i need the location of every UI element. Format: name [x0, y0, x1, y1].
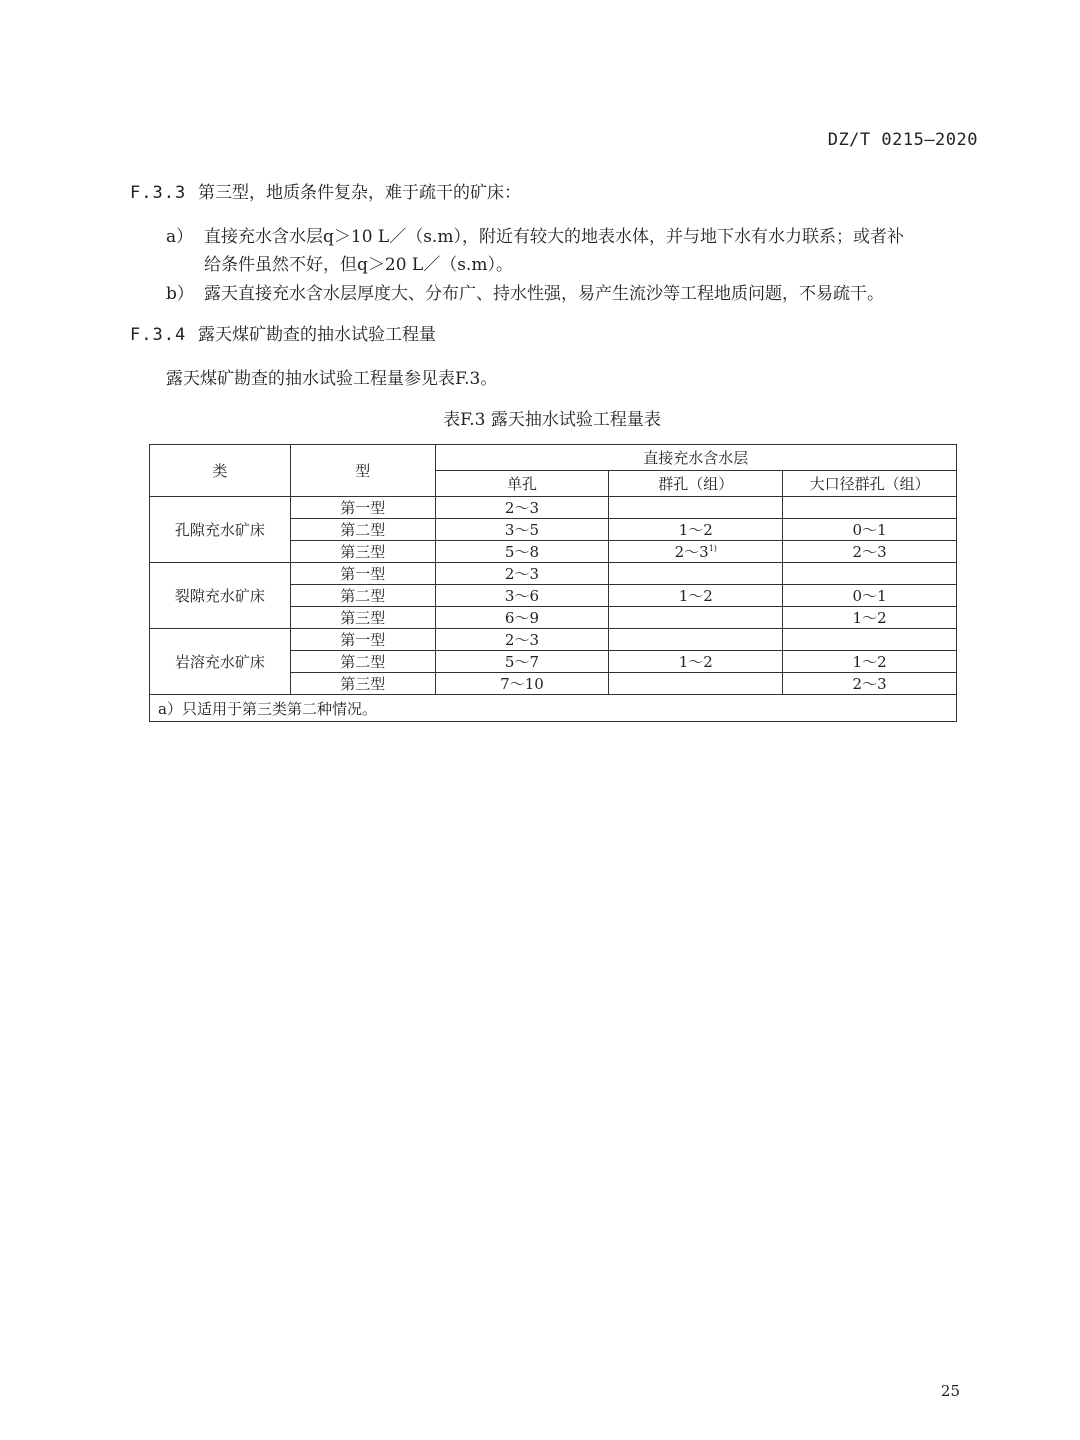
category-cell: 孔隙充水矿床: [150, 497, 291, 563]
single-cell: 3～6: [435, 585, 609, 607]
large-cell: 1～2: [783, 607, 957, 629]
type-cell: 第三型: [290, 541, 435, 563]
large-cell: 2～3: [783, 673, 957, 695]
category-cell: 裂隙充水矿床: [150, 563, 291, 629]
large-cell: 1～2: [783, 651, 957, 673]
list-marker: b）: [166, 284, 194, 304]
reference-paragraph: 露天煤矿勘查的抽水试验工程量参见表F.3。: [166, 369, 498, 389]
table-row: [150, 629, 957, 651]
group-cell: [609, 607, 783, 629]
section-f33-heading: [130, 178, 521, 203]
large-cell: [783, 629, 957, 651]
header-single-hole: 单孔: [435, 471, 609, 497]
header-group-holes: 群孔（组）: [609, 471, 783, 497]
single-cell: 6～9: [435, 607, 609, 629]
section-number: F.3.3: [130, 183, 187, 203]
group-cell: [609, 563, 783, 585]
section-title: 露天煤矿勘查的抽水试验工程量: [198, 325, 436, 345]
section-title: 第三型，地质条件复杂，难于疏干的矿床：: [198, 183, 521, 203]
list-marker: a）: [166, 227, 194, 247]
section-number: F.3.4: [130, 325, 187, 345]
type-cell: 第三型: [290, 607, 435, 629]
group-cell: 1～2: [609, 585, 783, 607]
header-aquifer-group: 直接充水含水层: [435, 445, 956, 471]
footnote-ref: 1): [708, 544, 717, 553]
type-cell: 第一型: [290, 497, 435, 519]
header-type: 型: [290, 445, 435, 497]
type-cell: 第二型: [290, 585, 435, 607]
large-cell: [783, 497, 957, 519]
group-cell: [609, 673, 783, 695]
list-item-a-continuation: 给条件虽然不好，但q＞20 L／（s.m）。: [204, 255, 513, 275]
type-cell: 第二型: [290, 519, 435, 541]
document-code: DZ/T 0215—2020: [827, 130, 978, 150]
list-item-text: 露天直接充水含水层厚度大、分布广、持水性强，易产生流沙等工程地质问题，不易疏干。: [204, 284, 884, 304]
table-row: [150, 497, 957, 519]
single-cell: 7～10: [435, 673, 609, 695]
list-item-a: [166, 222, 904, 247]
group-value: 2～3: [674, 543, 709, 561]
section-f34-heading: [130, 320, 436, 345]
table-footnote: a）只适用于第三类第二种情况。: [150, 695, 957, 722]
group-cell: [609, 629, 783, 651]
table-caption: 表F.3 露天抽水试验工程量表: [443, 410, 661, 430]
group-cell: 1～2: [609, 519, 783, 541]
group-cell: 1～2: [609, 651, 783, 673]
type-cell: 第三型: [290, 673, 435, 695]
large-cell: 2～3: [783, 541, 957, 563]
category-cell: 岩溶充水矿床: [150, 629, 291, 695]
table-row: [150, 563, 957, 585]
header-large-diameter: 大口径群孔（组）: [783, 471, 957, 497]
group-cell: [609, 497, 783, 519]
large-cell: [783, 563, 957, 585]
single-cell: 5～8: [435, 541, 609, 563]
header-category: 类: [150, 445, 291, 497]
group-cell: [609, 541, 783, 563]
large-cell: 0～1: [783, 519, 957, 541]
table-footnote-row: [150, 695, 957, 722]
type-cell: 第二型: [290, 651, 435, 673]
single-cell: 3～5: [435, 519, 609, 541]
single-cell: 2～3: [435, 497, 609, 519]
list-item-b: [166, 279, 884, 304]
large-cell: 0～1: [783, 585, 957, 607]
pumping-test-table: [149, 444, 957, 722]
single-cell: 2～3: [435, 629, 609, 651]
single-cell: 2～3: [435, 563, 609, 585]
type-cell: 第一型: [290, 629, 435, 651]
single-cell: 5～7: [435, 651, 609, 673]
list-item-text: 直接充水含水层q＞10 L／（s.m），附近有较大的地表水体，并与地下水有水力联系；或者补: [204, 227, 904, 247]
type-cell: 第一型: [290, 563, 435, 585]
page-number: 25: [940, 1382, 960, 1400]
